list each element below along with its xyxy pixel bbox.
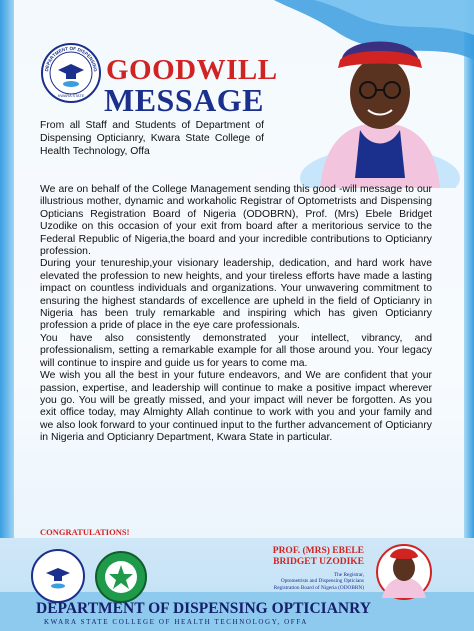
footer-department-logo xyxy=(30,548,86,604)
message-body xyxy=(40,184,432,445)
signatory-role-line3: Registration Board of Nigeria (ODOBRN) xyxy=(273,584,364,591)
title-message: MESSAGE xyxy=(104,82,264,118)
signatory-photo xyxy=(364,538,444,600)
signatory-role-line2: Optometrists and Dispensing Opticians xyxy=(280,578,364,585)
logo-bottom-text: KWARA STATE xyxy=(57,94,85,98)
left-border xyxy=(0,0,14,631)
from-block: From all Staff and Students of Department of Dispensing Opticianry, Kwara State College of Health Technology, Offa xyxy=(40,120,264,157)
paragraph-1: We are on behalf of the College Management sending this good -will message to our illustrious mother, dynamic and workaholic Registrar of Optometrists and Dispensing Opticians Registration Board of Nigeria (ODOBRN), Prof. (Mrs) Ebele Bridget Uzodike on this occasion of your exit from board after a meritorious service to the Federal Republic of Nigeria,the board and your incredible contributions to Opticianry profession. xyxy=(40,184,432,258)
title-goodwill: GOODWILL xyxy=(106,54,278,86)
footer-department-name: DEPARTMENT OF DISPENSING OPTICIANRY xyxy=(36,600,371,617)
paragraph-2: During your tenureship,your visionary leadership, dedication, and hard work have elevated the profession to new heights, and your tireless efforts have made a lasting impact on countless individuals and organizations. Your unwavering commitment to ensuring the highest standards of excellence are upheld in the field of Opticianry in Nigeria has been truly remarkable and inspiring which has given Opticianry profession a pride of place in the eye care professionals. xyxy=(40,258,432,332)
signatory-name xyxy=(273,546,364,568)
registrar-portrait xyxy=(290,18,470,188)
college-logo xyxy=(94,550,148,604)
signatory-role xyxy=(244,572,364,591)
department-logo xyxy=(40,42,102,104)
footer-college-name: KWARA STATE COLLEGE OF HEALTH TECHNOLOGY, OFFA xyxy=(44,618,308,626)
signatory-role-line1: The Registrar, xyxy=(333,572,364,578)
paragraph-3: You have also consistently demonstrated your intellect, vibrancy, and professionalism, setting a remarkable example for all those around you. Your legacy will continue to inspire and guide us for years to come ma. xyxy=(40,332,432,369)
paragraph-4: We wish you all the best in your future endeavors, and We are confident that your passion, expertise, and leadership will continue to make a positive impact wherever you go. You will be greatly missed, and your impact will never be forgotten. As you exit office today, may Almighty Allah continue to work with you and your family and we also look forward to your continued input to the further advancement of Opticianry in Nigeria and Opticianry Department, Kwara State in particular. xyxy=(40,370,432,444)
signatory-name-line2: BRIDGET UZODIKE xyxy=(273,557,364,567)
logo-arc-text: DEPARTMENT OF DISPENSING xyxy=(44,45,99,72)
congratulations-label: CONGRATULATIONS! xyxy=(40,527,130,537)
signatory-name-line1: PROF. (MRS) EBELE xyxy=(272,546,364,556)
